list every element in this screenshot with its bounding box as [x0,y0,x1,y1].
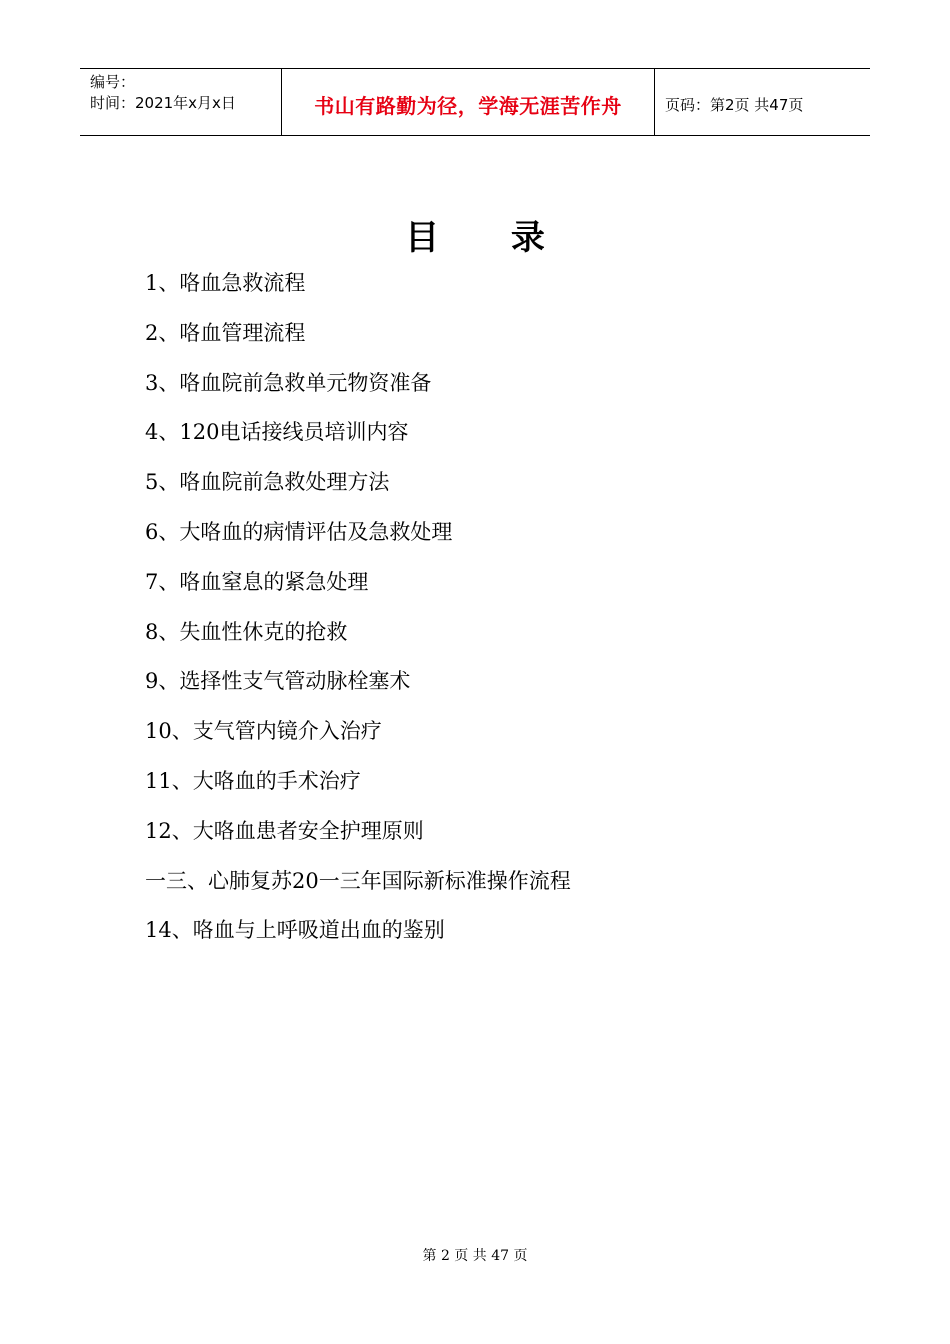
header-page-info: 页码：第2页 共47页 [665,95,804,114]
toc-item: 1、咯血急救流程 [145,271,306,295]
toc-item: 11、大咯血的手术治疗 [145,768,361,793]
toc-item: 一三、心肺复苏20一三年国际新标准操作流程 [145,868,571,893]
table-of-contents [145,266,571,963]
toc-item: 10、支气管内镜介入治疗 [145,719,382,744]
toc-item: 6、大咯血的病情评估及急救处理 [145,519,453,544]
toc-item: 8、失血性休克的抢救 [145,619,348,644]
page-title: 目 录 [405,218,575,258]
toc-item: 14、咯血与上呼吸道出血的鉴别 [145,918,445,943]
page-footer: 第 2 页 共 47 页 [422,1248,528,1264]
toc-item: 9、选择性支气管动脉栓塞术 [145,669,411,694]
document-header [80,68,870,136]
toc-item: 4、120电话接线员培训内容 [145,420,409,445]
toc-item: 12、大咯血患者安全护理原则 [145,818,424,843]
number-label: 编号： [90,73,136,91]
toc-item: 2、咯血管理流程 [145,320,306,345]
toc-item: 3、咯血院前急救单元物资准备 [145,370,432,395]
date-label: 时间：2021年x月x日 [90,94,236,112]
header-left-cell [80,69,282,135]
header-motto: 书山有路勤为径，学海无涯苦作舟 [282,69,655,135]
toc-item: 7、咯血窒息的紧急处理 [145,569,369,594]
toc-item: 5、咯血院前急救处理方法 [145,470,390,495]
